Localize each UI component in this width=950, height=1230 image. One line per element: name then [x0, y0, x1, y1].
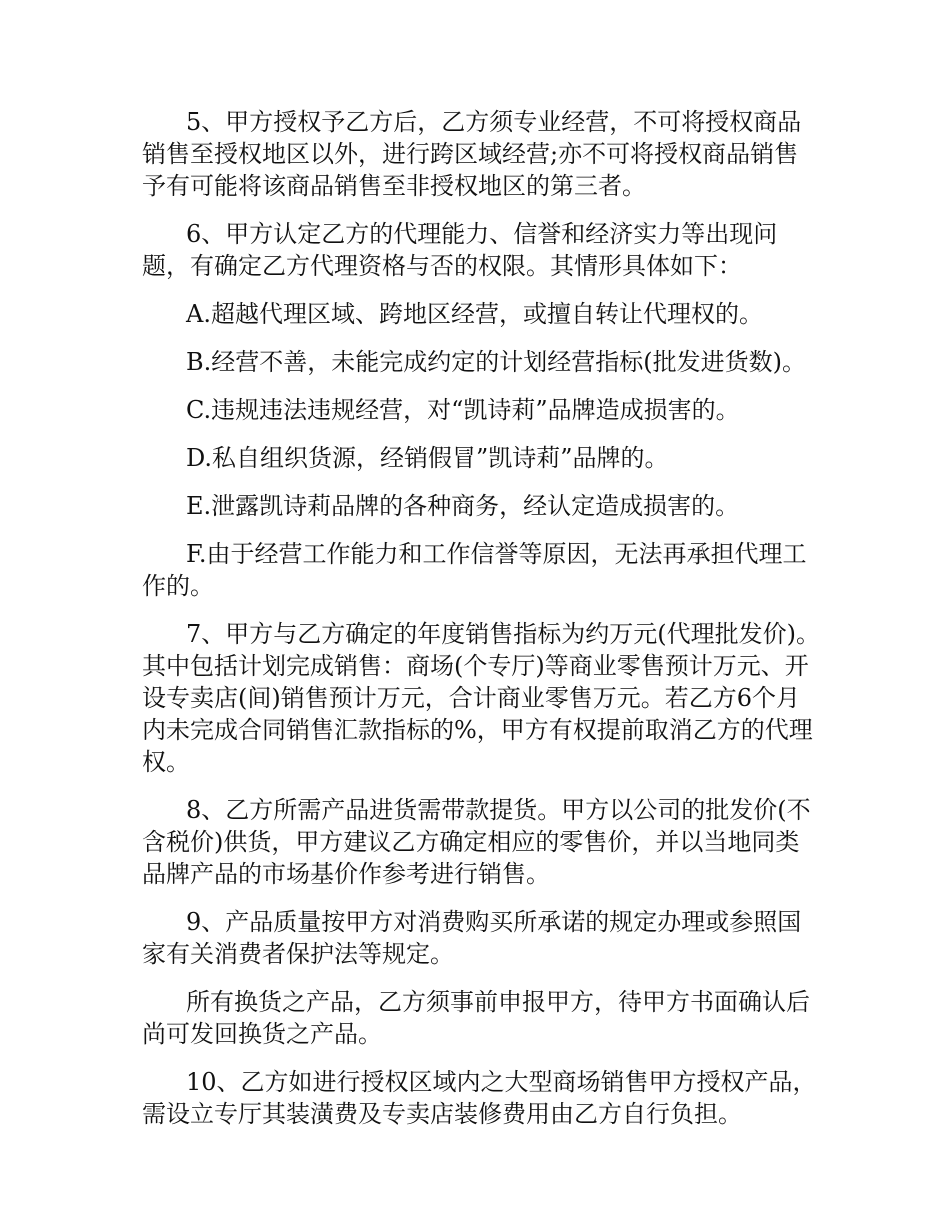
clause-6-item-e: E.泄露凯诗莉品牌的各种商务，经认定造成损害的。: [186, 492, 740, 520]
clause-6-item-c: C.违规违法违规经营，对“凯诗莉”品牌造成损害的。: [186, 396, 740, 424]
clause-5: 5、甲方授权予乙方后，乙方须专业经营，不可将授权商品销售至授权地区以外，进行跨区域经营;亦不可将授权商品销售予有可能将该商品销售至非授权地区的第三者。: [142, 108, 802, 200]
clause-6-item-f: F.由于经营工作能力和工作信誉等原因，无法再承担代理工作的。: [142, 540, 807, 600]
clause-6-item-b: B.经营不善，未能完成约定的计划经营指标(批发进货数)。: [186, 348, 806, 376]
clause-10: 10、乙方如进行授权区域内之大型商场销售甲方授权产品，需设立专厅其装潢费及专卖店装修费用由乙方自行负担。: [142, 1068, 817, 1128]
clause-9: 9、产品质量按甲方对消费购买所承诺的规定办理或参照国家有关消费者保护法等规定。: [142, 908, 802, 968]
clause-6: 6、甲方认定乙方的代理能力、信誉和经济实力等出现问题，有确定乙方代理资格与否的权限。其情形具体如下：: [142, 220, 778, 280]
document-body: [142, 106, 822, 1146]
clause-8: 8、乙方所需产品进货需带款提货。甲方以公司的批发价(不含税价)供货，甲方建议乙方确定相应的零售价，并以当地同类品牌产品的市场基价作参考进行销售。: [142, 796, 811, 888]
clause-6-item-a: A.超越代理区域、跨地区经营，或擅自转让代理权的。: [186, 300, 763, 328]
clause-9-exchange-note: 所有换货之产品，乙方须事前申报甲方，待甲方书面确认后尚可发回换货之产品。: [142, 988, 810, 1048]
clause-6-item-d: D.私自组织货源，经销假冒”凯诗莉”品牌的。: [186, 444, 669, 472]
clause-7: 7、甲方与乙方确定的年度销售指标为约万元(代理批发价)。其中包括计划完成销售：商场(个专厅)等商业零售预计万元、开设专卖店(间)销售预计万元，合计商业零售万元。若乙方6个月内未完成合同销售汇款指标的%，甲方有权提前取消乙方的代理权。: [142, 620, 820, 776]
